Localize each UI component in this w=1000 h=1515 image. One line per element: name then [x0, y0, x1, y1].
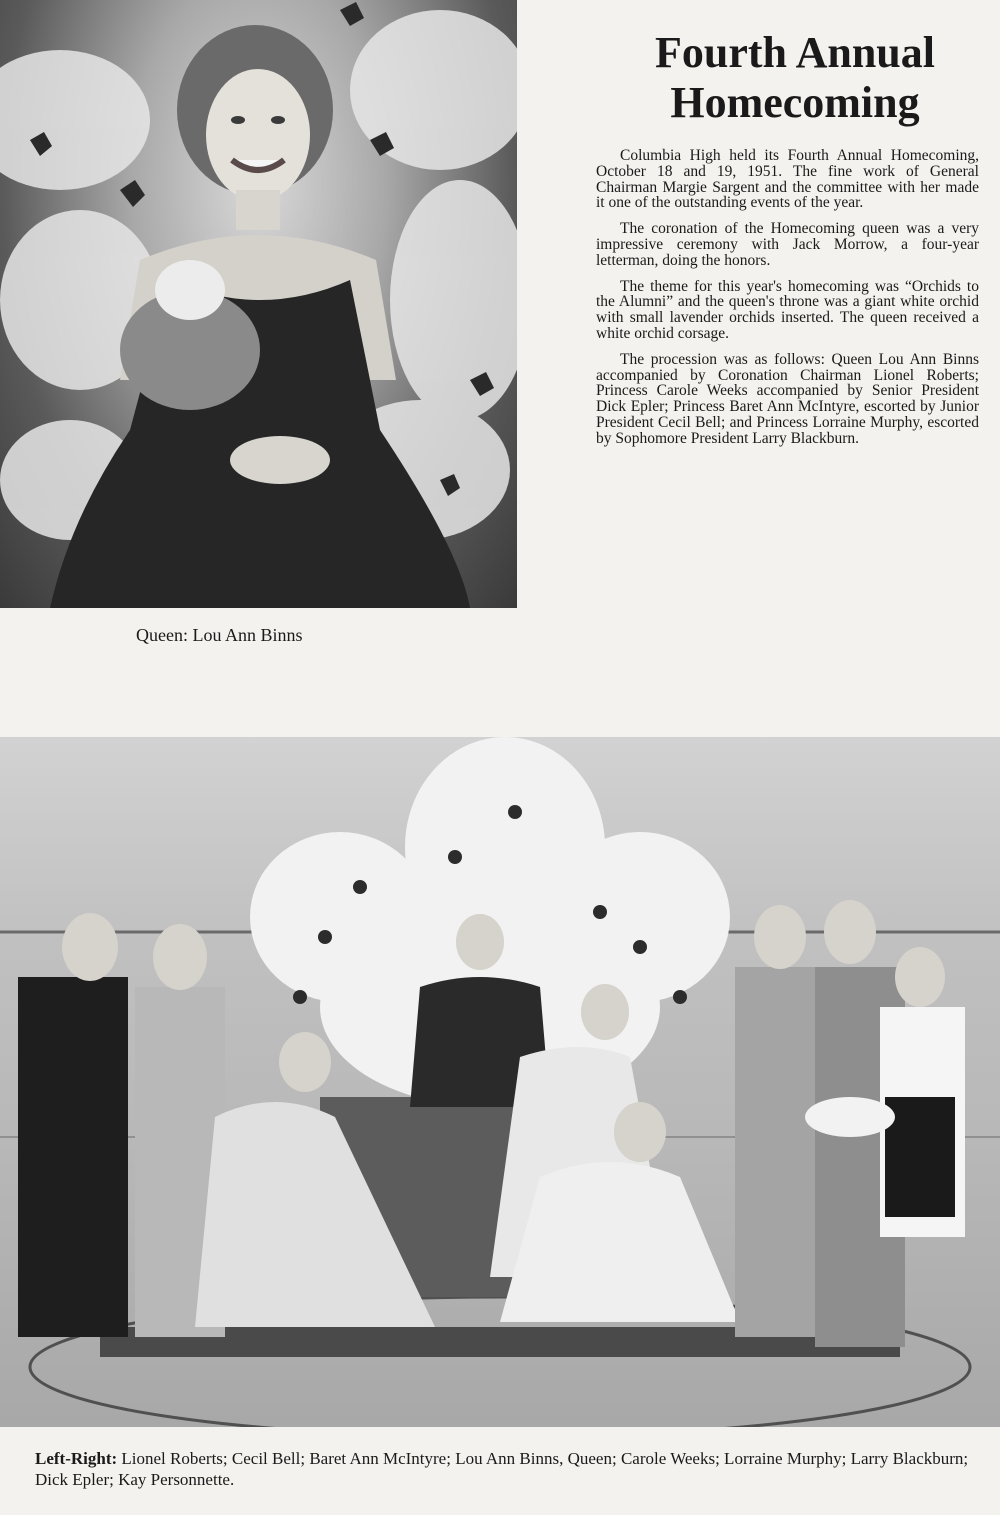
caption-lead: Left-Right:: [35, 1449, 118, 1468]
paragraph: The theme for this year's homecoming was “Orchids to the Alumni” and the queen's throne was a giant white orchid with small lavender orchids inserted. The queen received a white orchid corsage.: [596, 277, 979, 342]
paragraph: The coronation of the Homecoming queen was a very impressive ceremony with Jack Morrow, a four-year letterman, doing the honors.: [596, 220, 979, 269]
queen-photo: [0, 0, 517, 608]
caption-names: Lionel Roberts; Cecil Bell; Baret Ann McIntyre; Lou Ann Binns, Queen; Carole Weeks; Lorraine Murphy; Larry Blackburn; Dick Epler; Kay Personnette.: [35, 1449, 969, 1489]
paragraph: The procession was as follows: Queen Lou Ann Binns accompanied by Coronation Chairman Lionel Roberts; Princess Carole Weeks accompanied by Senior President Dick Epler; Princess Baret Ann McIntyre, escorted by Junior President Cecil Bell; and Princess Lorraine Murphy, escorted by Sophomore President Larry Blackburn.: [596, 350, 979, 447]
queen-caption: Queen: Lou Ann Binns: [136, 625, 303, 645]
page-title: [595, 28, 995, 128]
title-line-2: Homecoming: [670, 78, 920, 127]
group-photo: [0, 737, 1000, 1427]
group-photo-illustration: [0, 737, 1000, 1427]
paragraph: Columbia High held its Fourth Annual Homecoming, October 18 and 19, 1951. The fine work of General Chairman Margie Sargent and the committee with her made it one of the outstanding events of the year.: [596, 147, 979, 212]
article-body: [596, 148, 979, 457]
group-caption: [35, 1448, 975, 1490]
queen-photo-illustration: [0, 0, 517, 608]
title-line-1: Fourth Annual: [655, 28, 935, 77]
